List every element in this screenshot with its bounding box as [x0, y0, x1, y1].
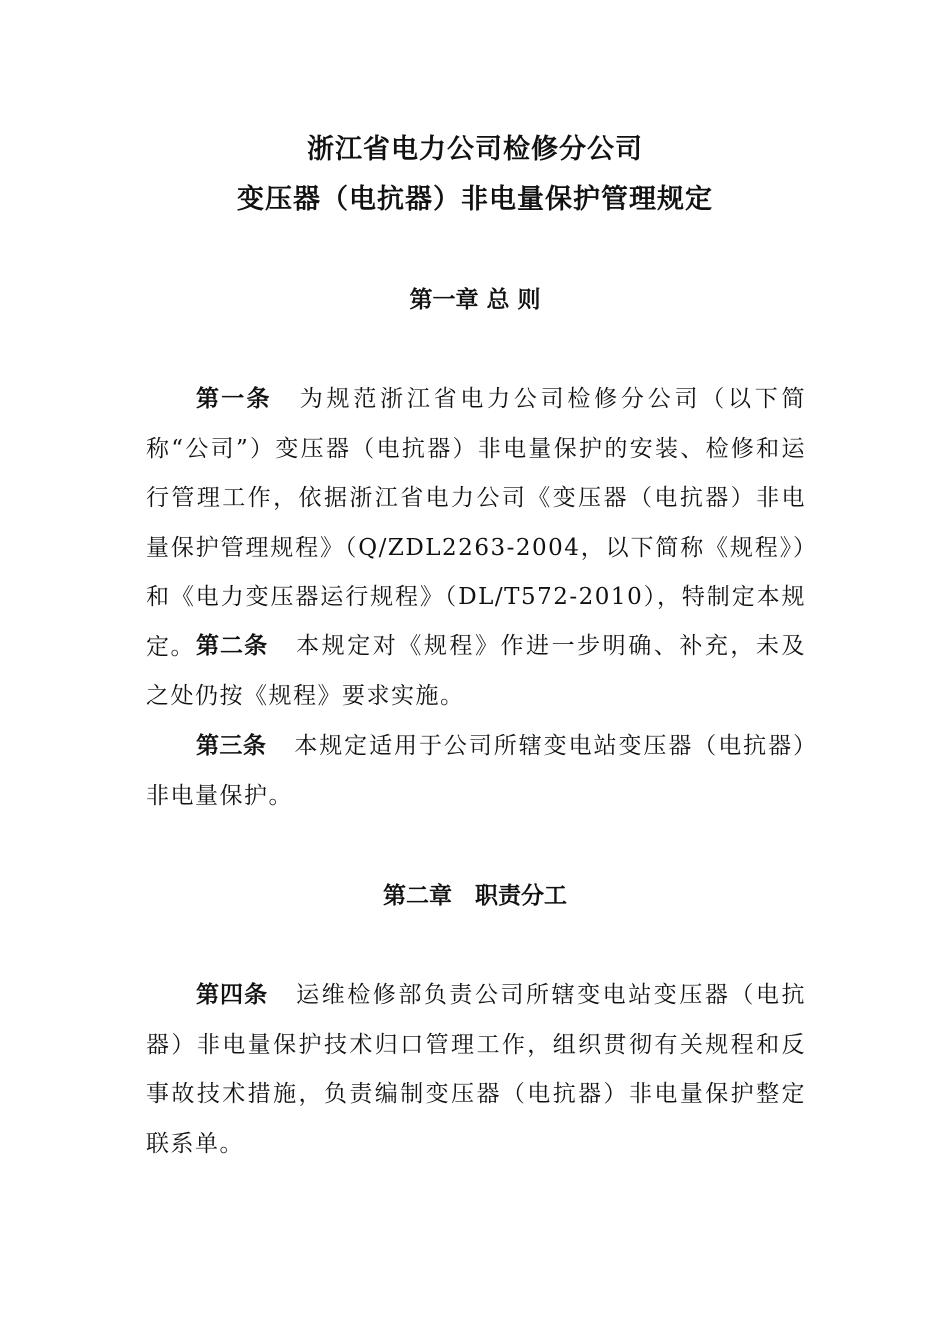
article-3-label: 第三条 [196, 733, 267, 759]
article-2 [146, 622, 806, 721]
article-4-text: 运维检修部负责公司所辖变电站变压器（电抗器）非电量保护技术归口管理工作，组织贯彻有关规程和反事故技术措施，负责编制变压器（电抗器）非电量保护整定联系单。 [146, 982, 807, 1157]
chapter-2-heading: 第二章 职责分工 [383, 883, 567, 909]
article-2-label: 第二条 [196, 633, 269, 659]
article-2-text: 本规定对《规程》作进一步明确、补充，未及之处仍按《规程》要求实施。 [146, 633, 807, 709]
article-1-label: 第一条 [196, 386, 272, 412]
article-3-text: 本规定适用于公司所辖变电站变压器（电抗器）非电量保护。 [146, 733, 807, 809]
document-title-line-2: 变压器（电抗器）非电量保护管理规定 [237, 184, 713, 215]
chapter-1-heading: 第一章 总 则 [409, 287, 541, 313]
article-4 [146, 971, 806, 1169]
article-1-text: 为规范浙江省电力公司检修分公司（以下简称“公司”）变压器（电抗器）非电量保护的安装、检修和运行管理工作，依据浙江省电力公司《变压器（电抗器）非电量保护管理规程》（Q/ZDL2263-2004，以下简称《规程》）和《电力变压器运行规程》（DL/T572-2010），特制定本规定。 [146, 386, 807, 660]
article-4-label: 第四条 [196, 982, 269, 1008]
document-title-line-1: 浙江省电力公司检修分公司 [307, 134, 643, 165]
article-3 [146, 722, 806, 821]
